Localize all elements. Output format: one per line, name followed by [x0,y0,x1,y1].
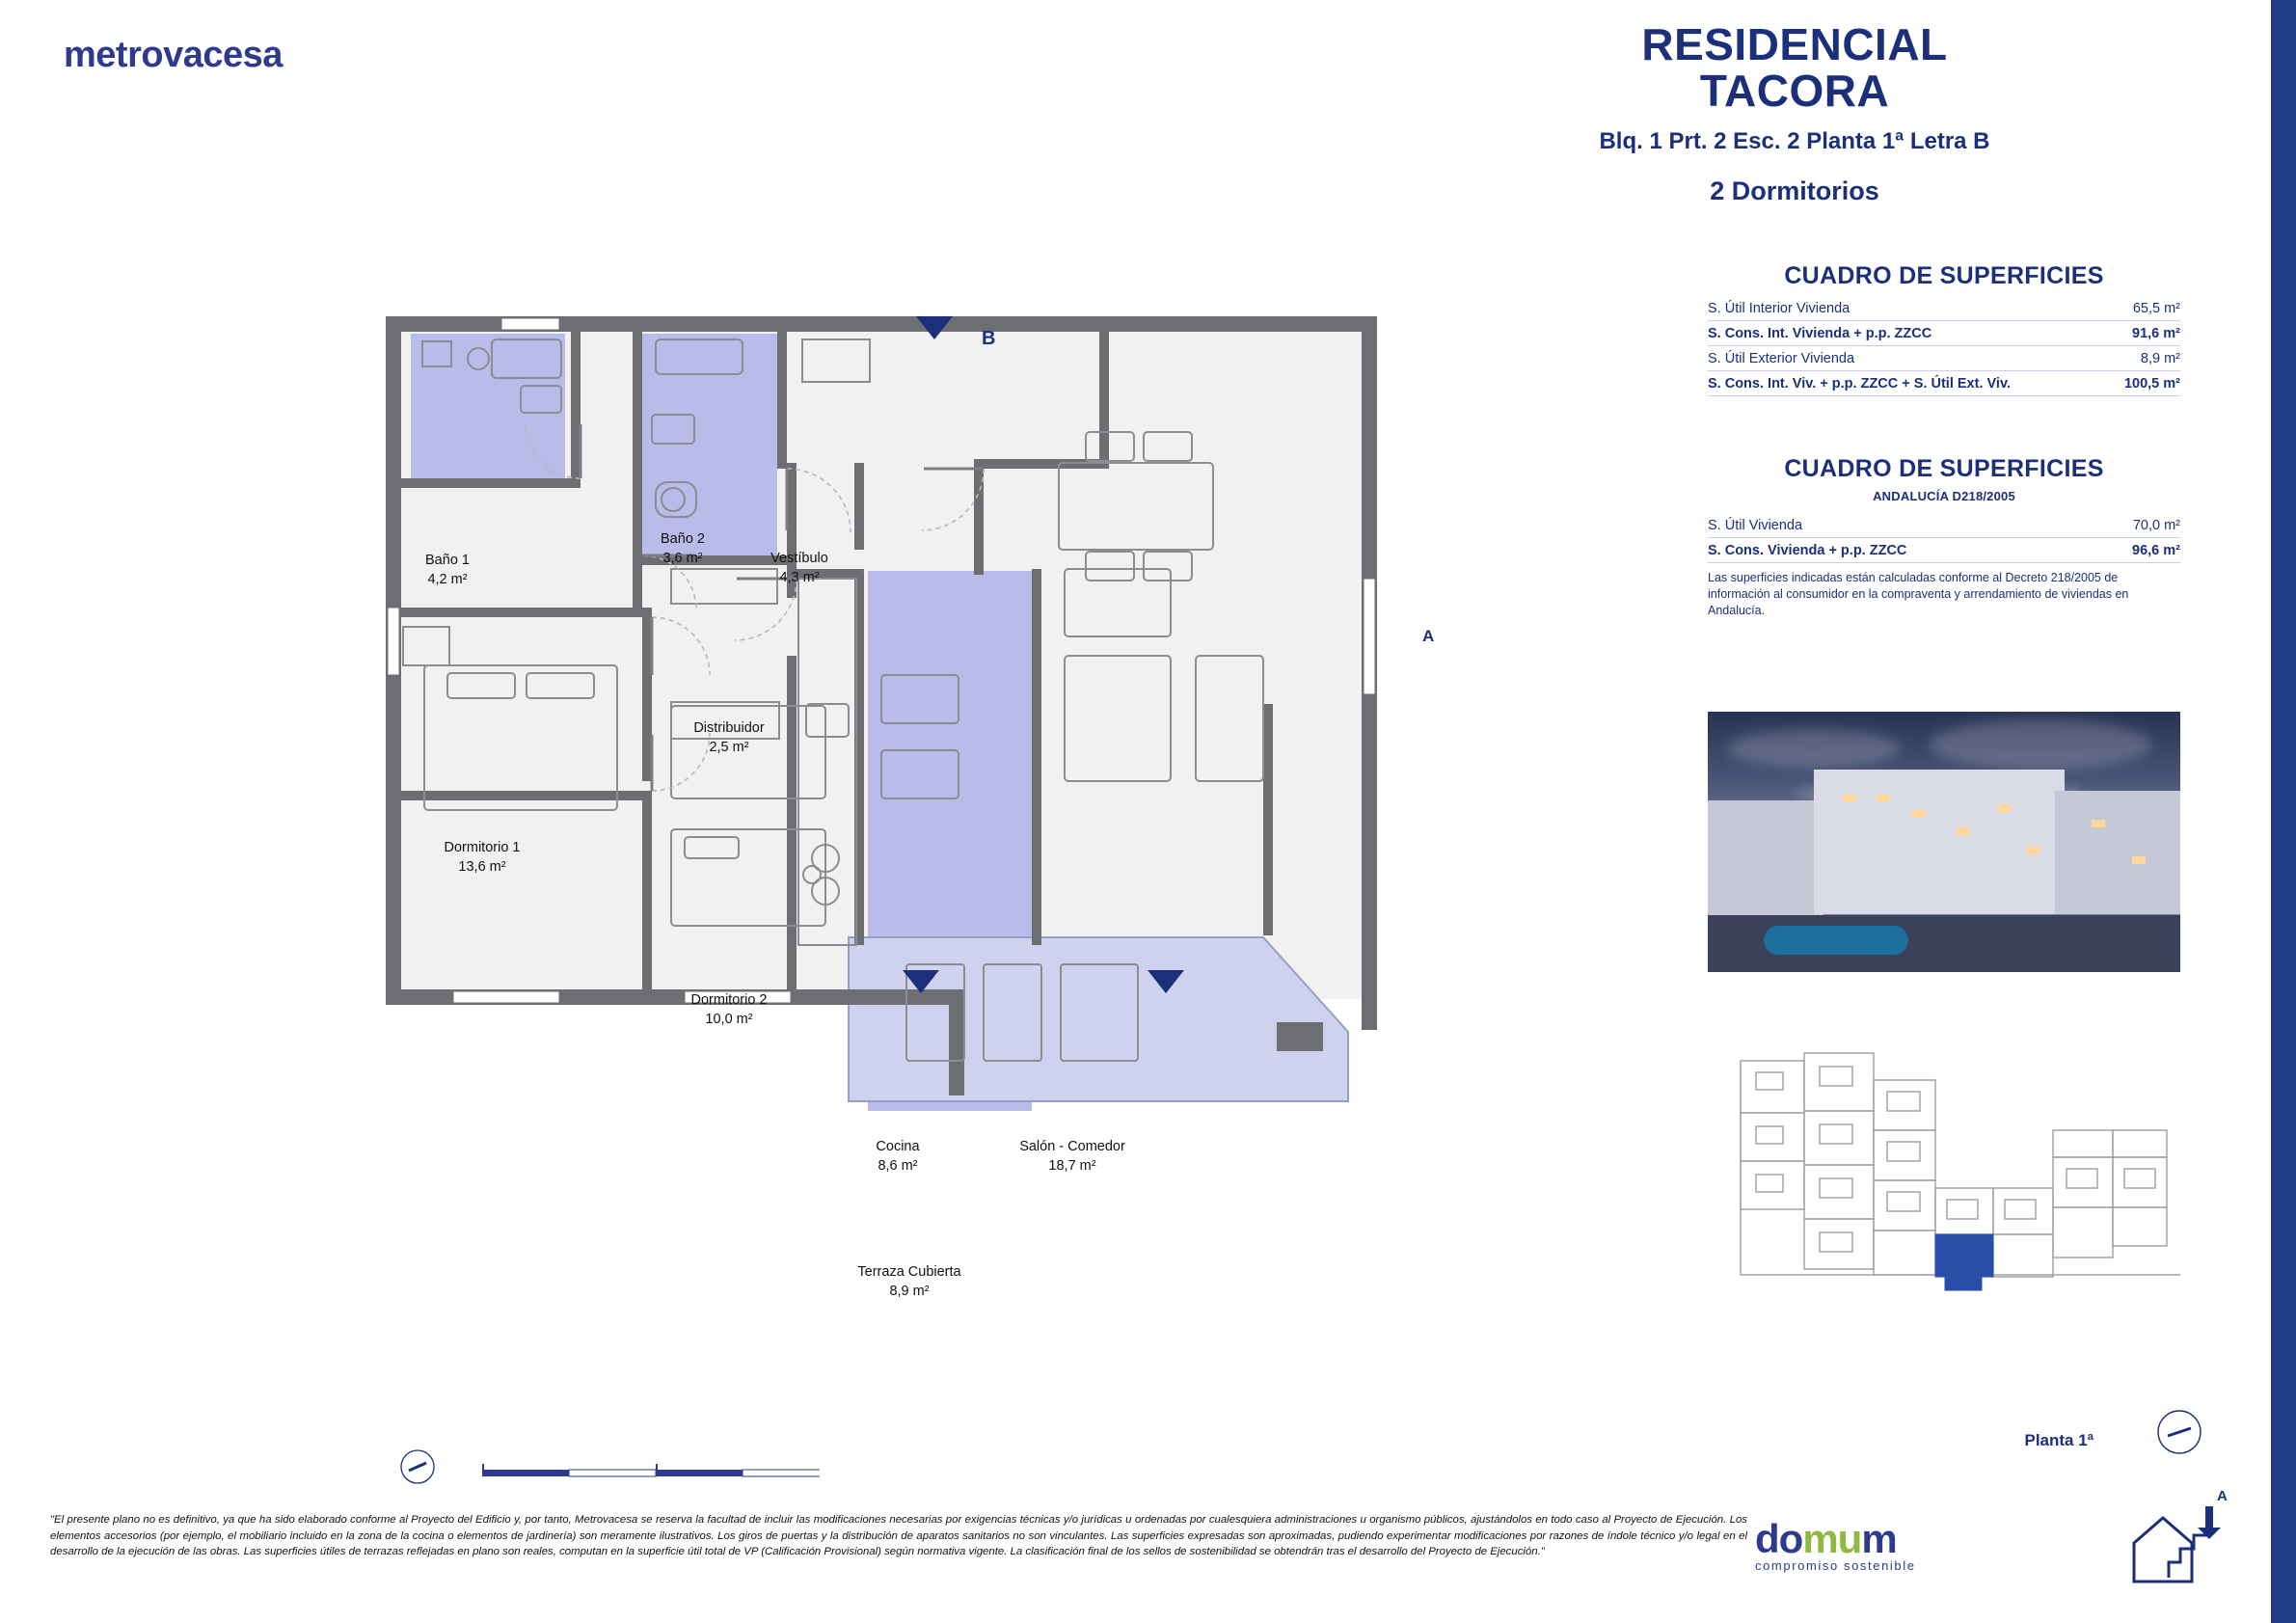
plan-terrace-block [1277,1022,1323,1051]
section-marker-a: A [1422,627,1435,645]
photo-cloud [1930,719,2151,770]
key-plan-highlight-terrace [1945,1277,1982,1290]
page-title-line1: RESIDENCIAL [1641,19,1948,69]
key-plan-highlight [1935,1234,1993,1277]
brand-logo: metrovacesa [64,35,283,75]
scale-bar [482,1464,820,1479]
key-plan [1727,1043,2180,1304]
photo-window [1997,804,2011,812]
floor-plan [366,289,1456,1299]
domum-tagline: compromiso sostenible [1755,1558,1916,1573]
compass-icon-right [2150,1403,2208,1461]
section-marker-b: B [982,328,996,349]
surfaces-row-value: 100,5 m² [2123,376,2180,392]
photo-building-right [2055,791,2180,914]
surfaces-note: Las superficies indicadas están calculadas conforme al Decreto 218/2005 de información al consumidor en la compraventa y arrendamiento de viviendas en Andalucía. [1708,571,2129,617]
unit-subtitle: Blq. 1 Prt. 2 Esc. 2 Planta 1ª Letra B [1599,127,1990,154]
surfaces-row-label: S. Cons. Vivienda + p.p. ZZCC [1708,543,1907,558]
room-label-dormitorio-2: Dormitorio 2 10,0 m² [690,992,768,1027]
room-count: 2 Dormitorios [1710,176,1879,205]
photo-pool [1764,926,1908,955]
room-label-terraza-cubierta: Terraza Cubierta 8,9 m² [857,1264,961,1299]
domum-name: domum [1755,1516,1897,1561]
page-title-line2: TACORA [1699,66,1890,117]
building-photo [1708,712,2180,972]
north-arrow-badge [2117,1485,2232,1591]
surfaces-row [1708,321,2180,346]
surfaces-row-value: 96,6 m² [2132,543,2180,558]
room-label-vestibulo: Vestíbulo 4,3 m² [770,551,828,585]
room-label-bano-1: Baño 1 4,2 m² [425,553,470,587]
surfaces-andalucia-heading: CUADRO DE SUPERFICIES [1784,455,2104,482]
surfaces-row [1708,538,2180,563]
key-plan-caption: Planta 1ª [2024,1431,2093,1449]
surfaces-row [1708,346,2180,371]
surfaces-row [1708,371,2180,396]
surfaces-main-heading: CUADRO DE SUPERFICIES [1784,262,2104,289]
legal-disclaimer: "El presente plano no es definitivo, ya que ha sido elaborado conforme al Proyecto del Edificio y, por tanto, Metrovacesa se reserva la facultad de incluir las modificaciones necesarias por exigencias técnicas y/o jurídicas u ordenadas por cualesquiera administraciones u organismo públicos, ajustándolos en todo caso al Proyecto de Ejecución. Los elementos accesorios (por ejemplo, el mobiliario incluido en la zona de la cocina o elementos de jardinería) son meramente ilustrativos. Los giros de puertas y la distribución de aparatos sanitarios no son vinculantes. Las superficies expresadas son aproximadas, pudiendo experimentar modificaciones por razones de índole técnico y/o legal en el desarrollo de la ejecución de las obras. Las superficies útiles de terrazas reflejadas en plano son reales, computan en la superficie útil total de VP (Calificación Provisional) según normativa vigente. La clasificación final de los sellos de sostenibilidad se obtendrán tras el desarrollo del Proyecto de Ejecución." [50,1514,1747,1558]
surfaces-row-label: S. Útil Interior Vivienda [1708,301,1850,316]
domum-logo [1755,1516,1916,1573]
right-blue-strip [2271,0,2296,1623]
photo-window [1877,795,1890,802]
photo-building-center [1814,770,2065,914]
surfaces-andalucia-panel [1708,455,2180,619]
photo-window [2026,847,2039,854]
room-label-distribuidor: Distribuidor 2,5 m² [693,720,765,755]
key-plan-svg [1727,1043,2180,1304]
surfaces-row-value: 65,5 m² [2132,301,2180,316]
photo-cloud [1727,729,1901,768]
surfaces-row-label: S. Útil Vivienda [1708,518,1803,533]
photo-window [1912,810,1926,818]
surfaces-row-value: 91,6 m² [2132,326,2180,341]
photo-building-left [1708,800,1823,916]
room-label-dormitorio-1: Dormitorio 1 13,6 m² [444,840,521,875]
surfaces-row-value: 8,9 m² [2140,351,2180,366]
compass-icon-scale [395,1445,440,1489]
surfaces-row-label: S. Cons. Int. Vivienda + p.p. ZZCC [1708,326,1932,341]
photo-window [2132,856,2146,864]
surfaces-row [1708,513,2180,538]
header-title-block [1409,21,2180,206]
surfaces-row-label: S. Útil Exterior Vivienda [1708,351,1855,366]
north-marker-label: A [2217,1488,2228,1504]
surfaces-row [1708,296,2180,321]
surfaces-main-panel [1708,262,2180,396]
surfaces-row-label: S. Cons. Int. Viv. + p.p. ZZCC + S. Útil Ext. Viv. [1708,376,2011,392]
surfaces-andalucia-subheading: ANDALUCÍA D218/2005 [1873,489,2015,503]
room-label-salon-comedor: Salón - Comedor 18,7 m² [1019,1139,1125,1174]
floor-plan-svg [366,289,1456,1263]
surfaces-row-value: 70,0 m² [2132,518,2180,533]
photo-window [1843,795,1856,802]
room-label-cocina: Cocina 8,6 m² [876,1139,920,1174]
room-label-bano-2: Baño 2 3,6 m² [661,531,705,566]
photo-window [2092,820,2105,827]
photo-window [1957,827,1970,835]
